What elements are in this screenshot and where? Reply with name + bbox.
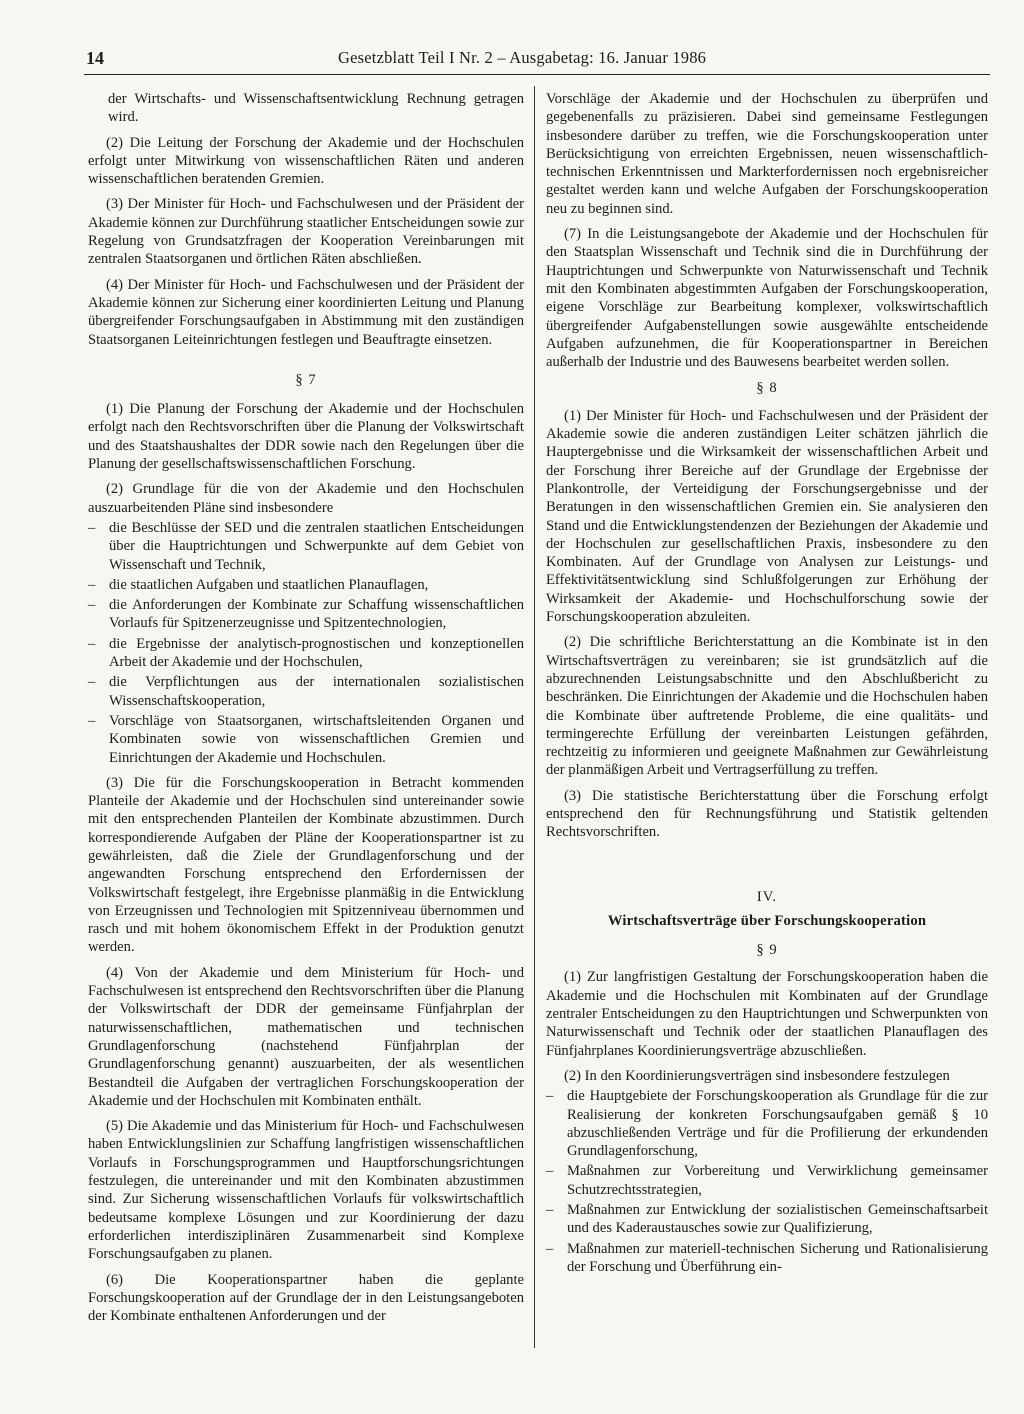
list-item: – die Ergebnisse der analytisch-prognostischen und konzeptionellen Arbeit der Akademie und der Hochschulen, [88, 635, 524, 672]
paragraph: (4) Von der Akademie und dem Ministerium für Hoch- und Fachschulwesen ist entsprechend den Rechtsvorschriften über die Planung der Volkswirtschaft der DDR der gemeinsame Fünfjahrplan der naturwissenschaftlichen, mathematischen und technischen Grundlagenforschung (nachstehend Fünfjahrplan der Grundlagenforschung genannt) auszuarbeiten, der als wesentlichen Bestandteil die Aufgaben der vertraglichen Forschungskooperation der Akademie und der Hochschulen mit Kombinaten enthält. [88, 964, 524, 1109]
page-header [86, 48, 984, 72]
dash-list [546, 1087, 988, 1276]
header-title: Gesetzblatt Teil I Nr. 2 – Ausgabetag: 16. Januar 1986 [338, 48, 707, 67]
paragraph: (3) Die für die Forschungskooperation in Betracht kommenden Planteile der Akademie und der Hochschulen sind untereinander sowie mit den entsprechenden Planteilen der Kombinate abzustimmen. Durch korrespondierende Aufgaben der Pläne der Kooperationspartner ist zu gewährleisten, daß die Ziele der Grundlagenforschung und der angewandten Forschung entsprechend den Erfordernissen der Volkswirtschaft festgelegt, ihre Ergebnisse planmäßig in die Entwicklung von Erzeugnissen und Technologien mit Spitzenniveau übernommen und rasch und mit hohem ökonomischem Effekt in der Produktion genutzt werden. [88, 774, 524, 956]
list-item: – Maßnahmen zur materiell-technischen Sicherung und Rationalisierung der Forschung und Überführung ein- [546, 1240, 988, 1277]
section-heading-9: § 9 [756, 942, 778, 959]
dash-list [88, 519, 524, 767]
list-item: – Vorschläge von Staatsorganen, wirtschaftsleitenden Organen und Kombinaten sowie von wissenschaftlichen Gremien und Einrichtungen der Akademie und Hochschulen. [88, 712, 524, 767]
paragraph: (2) Die schriftliche Berichterstattung an die Kombinate ist in den Wirtschaftsverträgen zu vereinbaren; sie ist grundsätzlich auf die abzurechnenden Leistungsabschnitte und den Abschlußbericht zu beschränken. Die Einrichtungen der Akademie und die Hochschulen haben die Kombinate über auftretende Probleme, die eine qualitäts- und termingerechte Erfüllung der vereinbarten Leistungen gefährden, rechtzeitig zu informieren und geeignete Maßnahmen zur Gewährleistung der planmäßigen Arbeit und Vertragserfüllung zu treffen. [546, 634, 988, 779]
paragraph: (6) Die Kooperationspartner haben die geplante Forschungskooperation auf der Grundlage der in den Leistungsangeboten der Kombinate enthaltenen Anforderungen und der [88, 1271, 524, 1325]
paragraph: (4) Der Minister für Hoch- und Fachschulwesen und der Präsident der Akademie können zur Sicherung einer koordinierten Leitung und Planung übergreifender Forschungsaufgaben in Abstimmung mit den zuständigen Staatsorganen Leiteinrichtungen festlegen und Beauftragte einsetzen. [88, 276, 524, 348]
paragraph: (2) Grundlage für die von der Akademie und den Hochschulen auszuarbeitenden Pläne sind insbesondere [88, 481, 524, 516]
list-item: – die Anforderungen der Kombinate zur Schaffung wissenschaftlichen Vorlaufs für Spitzenerzeugnisse und Spitzentechnologien, [88, 596, 524, 633]
list-item: – die Verpflichtungen aus der internationalen sozialistischen Wissenschaftskooperation, [88, 673, 524, 710]
header-rule [84, 74, 990, 75]
right-column [546, 90, 988, 1283]
paragraph: (3) Die statistische Berichterstattung über die Forschung erfolgt entsprechend den für Rechnungsführung und Statistik geltenden Rechtsvorschriften. [546, 787, 988, 841]
left-column [88, 90, 524, 1332]
list-item: – Maßnahmen zur Vorbereitung und Verwirklichung gemeinsamer Schutzrechtsstrategien, [546, 1162, 988, 1199]
chapter-title: Wirtschaftsverträge über Forschungskooperation [607, 912, 927, 929]
column-divider [534, 86, 535, 1348]
chapter-number: IV. [756, 888, 778, 905]
section-heading-8: § 8 [756, 380, 778, 397]
list-item: – die Hauptgebiete der Forschungskooperation als Grundlage für die zur Realisierung der konkreten Forschungsaufgaben gemäß § 10 abzuschließenden Verträge und für die Profilierung der erkundenden Grundlagenforschung, [546, 1087, 988, 1160]
page-number: 14 [86, 48, 104, 68]
paragraph: (5) Die Akademie und das Ministerium für Hoch- und Fachschulwesen haben Entwicklungslinien zur Schaffung langfristigen wissenschaftlichen Vorlaufs in Forschungsprogrammen und Hauptforschungsrichtungen festzulegen, die untereinander und mit den Kombinaten abzustimmen sind. Zur Sicherung wissenschaftlichen Vorlaufs für volkswirtschaftlich bedeutsame komplexe Lösungen und zur Koordinierung der dazu erforderlichen interdisziplinären Zusammenarbeit sind Komplexe Forschungsaufgaben zu planen. [88, 1118, 524, 1263]
paragraph: (2) In den Koordinierungsverträgen sind insbesondere festzulegen [564, 1067, 950, 1084]
paragraph: (2) Die Leitung der Forschung der Akademie und der Hochschulen erfolgt unter Mitwirkung von wissenschaftlichen Räten und anderen wissenschaftlichen beratenden Gremien. [88, 134, 524, 188]
section-heading-7: § 7 [295, 371, 317, 388]
paragraph: (7) In die Leistungsangebote der Akademie und der Hochschulen für den Staatsplan Wissenschaft und Technik sind die in Durchführung der Hauptrichtungen und Schwerpunkte von Naturwissenschaft und Technik mit den Kombinaten abgestimmten Aufgaben der Forschungskooperation, eigene Vorschläge zur Bearbeitung komplexer, volkswirtschaftlich übergreifender Aufgabenstellungen sowie ausgewählte entscheidende Aufgaben aufzunehmen, die für Kooperationspartner in Bereichen außerhalb der Industrie und des Bauwesens bearbeitet werden sollen. [546, 226, 988, 371]
list-item: – die Beschlüsse der SED und die zentralen staatlichen Entscheidungen über die Hauptrichtungen und Schwerpunkte auf dem Gebiet von Wissenschaft und Technik, [88, 519, 524, 574]
paragraph: (1) Der Minister für Hoch- und Fachschulwesen und der Präsident der Akademie sowie die anderen zuständigen Leiter schätzen jährlich die Hauptergebnisse und die Wirksamkeit der wissenschaftlichen Arbeit und der Forschung ihrer Bereiche auf der Grundlage der Ergebnisse der Plankontrolle, der Verteidigung der Forschungsergebnisse und der Beratungen in den wissenschaftlichen Gremien ein. Sie analysieren den Stand und die Entwicklungstendenzen der Beziehungen der Akademie und der Hochschulen zur gesellschaftlichen Praxis, insbesondere zu den Kombinaten. Auf der Grundlage von Analysen zur Leistungs- und Effektivitätsentwicklung sind Schlußfolgerungen zur Erhöhung der Wirksamkeit der Akademie- und Hochschulforschung sowie der Forschungskooperation abzuleiten. [546, 407, 988, 626]
paragraph-continuation: Vorschläge der Akademie und der Hochschulen zu überprüfen und gegebenenfalls zu präzisieren. Dabei sind gemeinsame Festlegungen insbesondere darüber zu treffen, wie die Forschungskooperation unter Berücksichtigung von erreichten Ergebnissen, neuen wissenschaftlich-technischen Erkenntnissen und Markterfordernissen noch ergebnisreicher gestaltet werden kann und welche Aufgaben der Forschungskooperation neu zu beginnen sind. [546, 91, 988, 217]
list-item: – die staatlichen Aufgaben und staatlichen Planauflagen, [88, 576, 524, 594]
paragraph: (1) Die Planung der Forschung der Akademie und der Hochschulen erfolgt nach den Rechtsvorschriften über die Planung der Volkswirtschaft und des Staatshaushaltes der DDR sowie nach den Regelungen über die Planung der gesellschaftswissenschaftlichen Forschung. [88, 401, 524, 473]
list-item: – Maßnahmen zur Entwicklung der sozialistischen Gemeinschaftsarbeit und des Kaderaustausches sowie zur Qualifizierung, [546, 1201, 988, 1238]
paragraph: (1) Zur langfristigen Gestaltung der Forschungskooperation haben die Akademie und die Hochschulen mit Kombinaten auf der Grundlage zentraler Entscheidungen zu den Hauptrichtungen und Schwerpunkten von Naturwissenschaft und Technik oder der staatlichen Planauflagen des Fünfjahrplanes Koordinierungsverträge abzuschließen. [546, 969, 988, 1059]
paragraph: (3) Der Minister für Hoch- und Fachschulwesen und der Präsident der Akademie können zur Durchführung staatlicher Entscheidungen sowie zur Regelung von Grundsatzfragen der Kooperation Vereinbarungen mit zentralen Staatsorganen und örtlichen Räten abschließen. [88, 196, 524, 268]
paragraph-continuation: der Wirtschafts- und Wissenschaftsentwicklung Rechnung getragen wird. [108, 91, 524, 126]
